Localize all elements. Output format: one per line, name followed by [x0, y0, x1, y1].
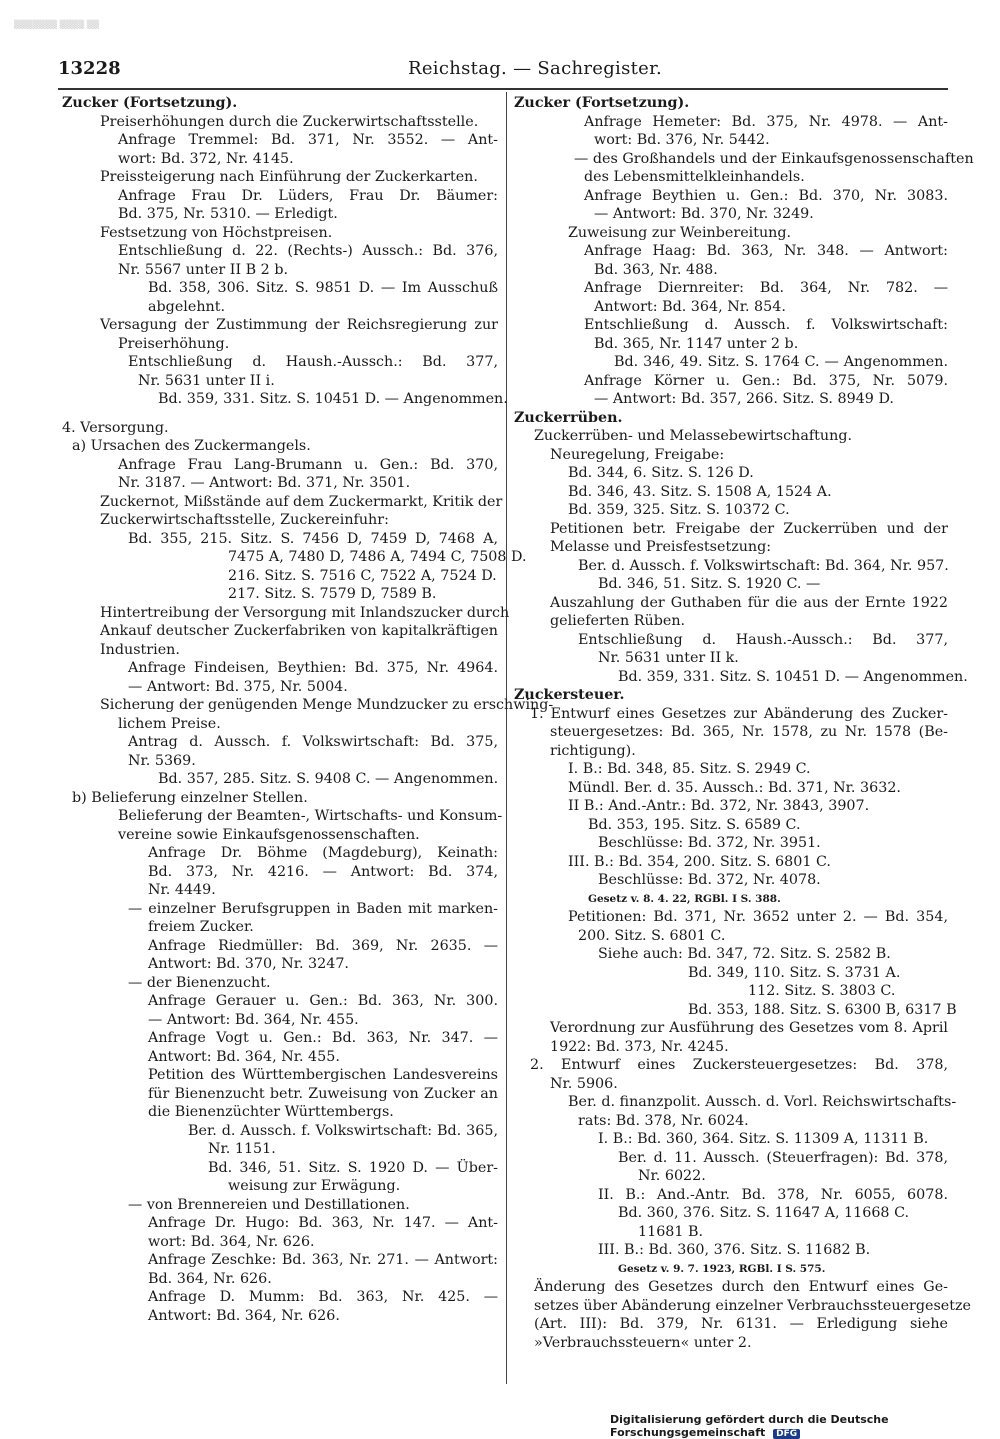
index-line: Preiserhöhungen durch die Zuckerwirtschaftsstelle.: [100, 113, 479, 130]
header-rule: [58, 88, 948, 90]
index-line: Zuckerwirtschaftsstelle, Zuckereinfuhr:: [100, 512, 389, 528]
index-line: vereine sowie Einkaufsgenossenschaften.: [118, 826, 420, 843]
index-line: I. B.: Bd. 348, 85. Sitz. S. 2949 C.: [568, 761, 811, 777]
index-line: Bd. 359, 325. Sitz. S. 10372 C.: [568, 502, 790, 518]
index-line: Mündl. Ber. d. 35. Aussch.: Bd. 371, Nr. 3632.: [568, 779, 901, 796]
index-line: Zuweisung zur Weinbereitung.: [568, 224, 792, 241]
index-line: des Lebensmittelkleinhandels.: [584, 169, 805, 185]
index-line: Petitionen: Bd. 371, Nr. 3652 unter 2. — Bd. 354,: [568, 909, 948, 925]
index-line: 1. Entwurf eines Gesetzes zur Abänderung des Zucker-: [530, 705, 948, 722]
index-line: Anfrage Diernreiter: Bd. 364, Nr. 782. —: [584, 280, 948, 296]
index-line: richtigung).: [550, 742, 636, 759]
index-line: Änderung des Gesetzes durch den Entwurf eines Ge-: [534, 1279, 948, 1295]
index-line: Nr. 5631 unter II k.: [598, 650, 739, 666]
index-line: I. B.: Bd. 360, 364. Sitz. S. 11309 A, 11311 B.: [598, 1131, 929, 1147]
entry-heading: Zuckerrüben.: [514, 409, 623, 426]
index-line: Entschließung d. 22. (Rechts-) Aussch.: Bd. 376,: [118, 243, 498, 259]
index-line: Petitionen betr. Freigabe der Zuckerrüben und der: [550, 520, 948, 537]
index-line: Auszahlung der Guthaben für die aus der Ernte 1922: [550, 594, 948, 611]
index-line: III. B.: Bd. 360, 376. Sitz. S. 11682 B.: [598, 1242, 871, 1258]
index-line: Sicherung der genügenden Menge Mundzucker zu erschwing-: [100, 697, 554, 713]
index-line: Anfrage Frau Lang-Brumann u. Gen.: Bd. 370,: [118, 456, 498, 473]
index-line: Anfrage Hemeter: Bd. 375, Nr. 4978. — Ant-: [584, 113, 948, 130]
index-line: III. B.: Bd. 354, 200. Sitz. S. 6801 C.: [568, 853, 831, 870]
index-line: gelieferten Rüben.: [550, 613, 686, 629]
index-line: Ber. d. Aussch. f. Volkswirtschaft: Bd. 365,: [188, 1122, 498, 1139]
index-line: 112. Sitz. S. 3803 C.: [748, 983, 896, 999]
index-line: — der Bienenzucht.: [128, 974, 271, 991]
index-line: Verordnung zur Ausführung des Gesetzes vom 8. April: [550, 1020, 948, 1036]
index-line: Gesetz v. 8. 4. 22, RGBl. I S. 388.: [588, 892, 781, 905]
index-line: Gesetz v. 9. 7. 1923, RGBl. I S. 575.: [618, 1262, 826, 1275]
index-line: Anfrage Vogt u. Gen.: Bd. 363, Nr. 347. —: [148, 1030, 498, 1046]
index-line: Anfrage Zeschke: Bd. 363, Nr. 271. — Antwort:: [148, 1252, 498, 1268]
index-line: Nr. 5631 unter II i.: [138, 372, 275, 389]
library-stamp: ▒▒▒▒▒▒▒ ▒▒▒▒ ▒▒: [14, 20, 100, 29]
index-line: Bd. 359, 331. Sitz. S. 10451 D. — Angenommen.: [618, 668, 968, 685]
index-line: »Verbrauchssteuern« unter 2.: [534, 1334, 752, 1351]
index-line: II B.: And.-Antr.: Bd. 372, Nr. 3843, 3907.: [568, 798, 870, 814]
index-line: wort: Bd. 376, Nr. 5442.: [594, 132, 770, 148]
index-line: Melasse und Preisfestsetzung:: [550, 539, 772, 555]
index-line: Bd. 346, 51. Sitz. S. 1920 D. — Über-: [208, 1159, 498, 1176]
index-line: Ber. d. Aussch. f. Volkswirtschaft: Bd. 364, Nr. 957.: [578, 557, 949, 574]
index-line: Industrien.: [100, 641, 180, 658]
index-line: Entschließung d. Aussch. f. Volkswirtschaft:: [584, 317, 948, 333]
index-line: freiem Zucker.: [148, 919, 254, 935]
index-line: II. B.: And.-Antr. Bd. 378, Nr. 6055, 6078.: [598, 1186, 948, 1203]
page-number: 13228: [58, 58, 121, 79]
index-line: Anfrage Findeisen, Beythien: Bd. 375, Nr. 4964.: [128, 660, 498, 676]
index-line: 216. Sitz. S. 7516 C, 7522 A, 7524 D.: [228, 567, 497, 584]
index-line: Nr. 5567 unter II B 2 b.: [118, 261, 289, 278]
entry-heading: Zuckersteuer.: [514, 687, 625, 703]
index-line: 1922: Bd. 373, Nr. 4245.: [550, 1038, 729, 1055]
index-line: Nr. 1151.: [208, 1141, 276, 1157]
index-line: Antwort: Bd. 364, Nr. 455.: [148, 1048, 340, 1065]
index-line: Bd. 359, 331. Sitz. S. 10451 D. — Angenommen.: [158, 391, 508, 407]
index-line: 7475 A, 7480 D, 7486 A, 7494 C, 7508 D.: [228, 549, 527, 565]
index-line: a) Ursachen des Zuckermangels.: [72, 438, 311, 454]
index-line: — von Brennereien und Destillationen.: [128, 1196, 410, 1213]
index-line: Siehe auch: Bd. 347, 72. Sitz. S. 2582 B.: [598, 946, 891, 962]
index-line: Bd. 353, 195. Sitz. S. 6589 C.: [588, 816, 801, 833]
footer-text: Digitalisierung gefördert durch die Deutsche Forschungsgemeinschaft: [610, 1413, 889, 1439]
index-line: Nr. 4449.: [148, 882, 216, 898]
index-line: Anfrage Frau Dr. Lüders, Frau Dr. Bäumer:: [118, 187, 498, 204]
index-line: rats: Bd. 378, Nr. 6024.: [578, 1112, 749, 1129]
index-line: Petition des Württembergischen Landesvereins: [148, 1067, 498, 1083]
index-line: Bd. 375, Nr. 5310. — Erledigt.: [118, 206, 338, 222]
index-line: Versagung der Zustimmung der Reichsregierung zur: [100, 317, 498, 333]
index-line: Anfrage Riedmüller: Bd. 369, Nr. 2635. —: [148, 937, 498, 954]
index-line: Antwort: Bd. 364, Nr. 854.: [594, 298, 786, 315]
index-line: Bd. 353, 188. Sitz. S. 6300 B, 6317 B: [688, 1001, 957, 1018]
index-line: Bd. 364, Nr. 626.: [148, 1270, 272, 1287]
index-line: Zuckernot, Mißstände auf dem Zuckermarkt, Kritik der: [100, 493, 503, 510]
index-line: lichem Preise.: [118, 715, 221, 732]
index-line: Ankauf deutscher Zuckerfabriken von kapitalkräftigen: [100, 623, 498, 639]
index-line: (Art. III): Bd. 379, Nr. 6131. — Erledigung siehe: [534, 1316, 948, 1332]
index-line: Anfrage Tremmel: Bd. 371, Nr. 3552. — Ant-: [118, 132, 498, 148]
index-line: steuergesetzes: Bd. 365, Nr. 1578, zu Nr. 1578 (Be-: [550, 724, 948, 740]
index-line: 11681 B.: [638, 1223, 704, 1240]
index-line: — Antwort: Bd. 357, 266. Sitz. S. 8949 D.: [594, 391, 894, 407]
index-line: Neuregelung, Freigabe:: [550, 446, 725, 463]
index-line: Anfrage Beythien u. Gen.: Bd. 370, Nr. 3083.: [584, 187, 948, 204]
spacer: [62, 409, 498, 419]
index-line: Anfrage Dr. Hugo: Bd. 363, Nr. 147. — Ant-: [148, 1215, 498, 1231]
index-line: Bd. 355, 215. Sitz. S. 7456 D, 7459 D, 7468 A,: [128, 530, 498, 547]
index-line: Preiserhöhung.: [118, 335, 230, 352]
index-line: Beschlüsse: Bd. 372, Nr. 3951.: [598, 835, 821, 851]
index-line: — Antwort: Bd. 370, Nr. 3249.: [594, 206, 814, 222]
index-line: Bd. 357, 285. Sitz. S. 9408 C. — Angenommen.: [158, 771, 499, 787]
index-line: Belieferung der Beamten-, Wirtschafts- und Konsum-: [118, 808, 503, 824]
index-line: Anfrage Dr. Böhme (Magdeburg), Keinath:: [148, 845, 498, 861]
index-line: Bd. 346, 49. Sitz. S. 1764 C. — Angenommen.: [614, 354, 948, 370]
page-header: [58, 58, 948, 86]
index-line: Festsetzung von Höchstpreisen.: [100, 224, 333, 241]
index-line: Bd. 349, 110. Sitz. S. 3731 A.: [688, 964, 901, 981]
footer-credit: [610, 1413, 1000, 1439]
index-line: abgelehnt.: [148, 298, 226, 315]
index-line: 2. Entwurf eines Zuckersteuergesetzes: Bd. 378,: [530, 1057, 948, 1073]
index-line: setzes über Abänderung einzelner Verbrauchssteuergesetze: [534, 1297, 972, 1314]
index-line: b) Belieferung einzelner Stellen.: [72, 789, 308, 806]
index-line: Ber. d. finanzpolit. Aussch. d. Vorl. Reichswirtschafts-: [568, 1094, 957, 1110]
index-line: — des Großhandels und der Einkaufsgenossenschaften: [574, 150, 974, 167]
index-line: Bd. 358, 306. Sitz. S. 9851 D. — Im Ausschuß: [148, 280, 498, 296]
index-line: Nr. 6022.: [638, 1168, 706, 1184]
index-line: Hintertreibung der Versorgung mit Inlandszucker durch: [100, 604, 510, 621]
index-line: Preissteigerung nach Einführung der Zuckerkarten.: [100, 169, 478, 185]
index-line: Antwort: Bd. 364, Nr. 626.: [148, 1307, 340, 1324]
index-line: Bd. 363, Nr. 488.: [594, 261, 718, 278]
index-line: — einzelner Berufsgruppen in Baden mit marken-: [128, 900, 498, 917]
index-line: die Bienenzüchter Württembergs.: [148, 1104, 394, 1120]
index-line: weisung zur Erwägung.: [228, 1178, 401, 1194]
dfg-logo: DFG: [773, 1429, 800, 1439]
index-line: Entschließung d. Haush.-Aussch.: Bd. 377,: [578, 631, 948, 648]
index-line: für Bienenzucht betr. Zuweisung von Zucker an: [148, 1085, 498, 1102]
index-line: Anfrage Körner u. Gen.: Bd. 375, Nr. 5079.: [584, 372, 948, 389]
index-line: Beschlüsse: Bd. 372, Nr. 4078.: [598, 872, 821, 888]
index-line: Ber. d. 11. Aussch. (Steuerfragen): Bd. 378,: [618, 1149, 948, 1166]
column-divider: [506, 92, 507, 1384]
index-line: Bd. 344, 6. Sitz. S. 126 D.: [568, 465, 754, 481]
right-column: [514, 94, 974, 1352]
index-line: Bd. 360, 376. Sitz. S. 11647 A, 11668 C.: [618, 1205, 910, 1221]
index-line: — Antwort: Bd. 375, Nr. 5004.: [128, 678, 348, 695]
index-line: Antrag d. Aussch. f. Volkswirtschaft: Bd. 375,: [128, 734, 498, 750]
index-line: Bd. 346, 51. Sitz. S. 1920 C. —: [598, 576, 821, 592]
index-line: 217. Sitz. S. 7579 D, 7589 B.: [228, 586, 437, 602]
index-line: Zuckerrüben- und Melassebewirtschaftung.: [534, 428, 853, 444]
entry-heading: Zucker (Fortsetzung).: [514, 95, 690, 111]
index-line: wort: Bd. 372, Nr. 4145.: [118, 150, 294, 167]
index-line: Nr. 3187. — Antwort: Bd. 371, Nr. 3501.: [118, 475, 411, 491]
index-line: Anfrage D. Mumm: Bd. 363, Nr. 425. —: [148, 1289, 498, 1305]
index-line: Antwort: Bd. 370, Nr. 3247.: [148, 956, 349, 972]
index-line: 4. Versorgung.: [62, 419, 169, 436]
index-line: 200. Sitz. S. 6801 C.: [578, 927, 726, 944]
index-line: Anfrage Gerauer u. Gen.: Bd. 363, Nr. 300.: [148, 993, 498, 1009]
index-line: Bd. 346, 43. Sitz. S. 1508 A, 1524 A.: [568, 483, 832, 500]
left-column: [62, 94, 554, 1325]
index-line: Nr. 5369.: [128, 752, 196, 769]
index-line: Nr. 5906.: [550, 1075, 618, 1092]
index-line: Anfrage Haag: Bd. 363, Nr. 348. — Antwort:: [584, 243, 948, 259]
index-line: — Antwort: Bd. 364, Nr. 455.: [148, 1011, 359, 1028]
running-head: Reichstag. — Sachregister.: [408, 58, 663, 79]
index-line: Bd. 365, Nr. 1147 unter 2 b.: [594, 335, 799, 352]
index-line: wort: Bd. 364, Nr. 626.: [148, 1233, 315, 1250]
entry-heading: Zucker (Fortsetzung).: [62, 95, 238, 111]
index-line: Bd. 373, Nr. 4216. — Antwort: Bd. 374,: [148, 863, 498, 880]
index-line: Entschließung d. Haush.-Aussch.: Bd. 377,: [128, 354, 498, 370]
